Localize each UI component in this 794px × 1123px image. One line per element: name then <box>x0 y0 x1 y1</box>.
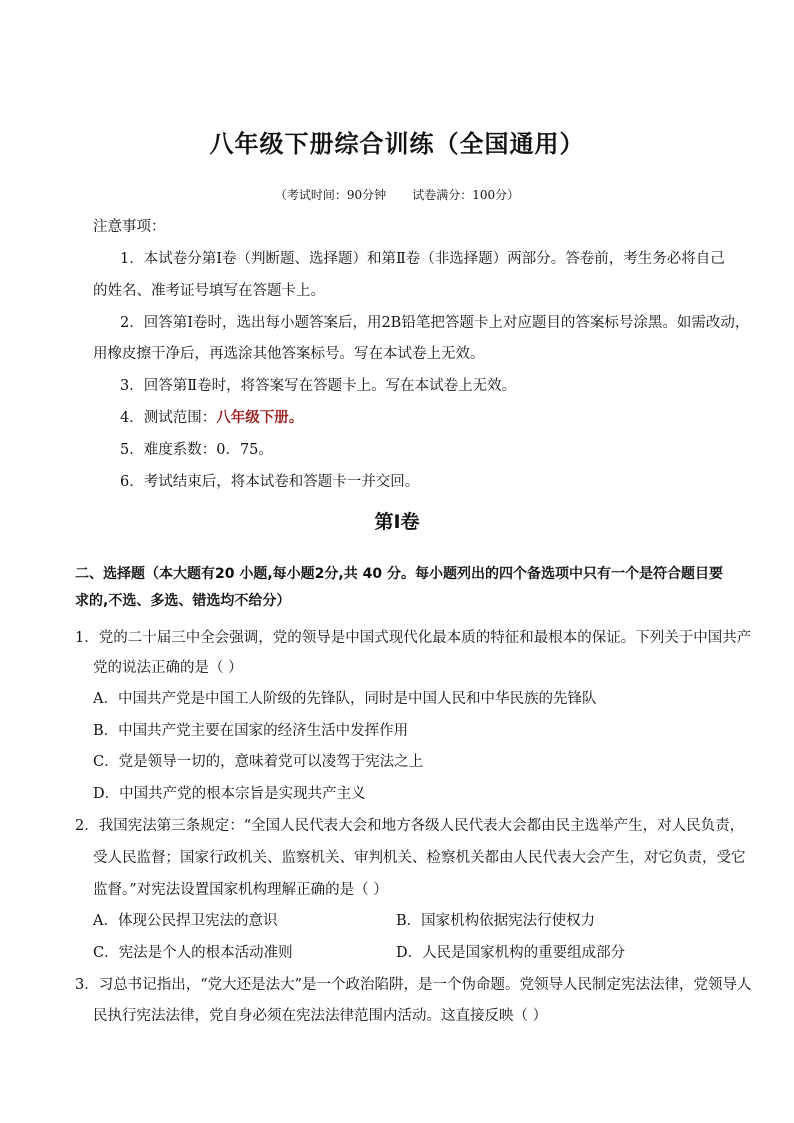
question-2-stem-cont: 受人民监督；国家行政机关、监察机关、审判机关、检察机关都由人民代表大会产生，对它负责，受它 <box>93 850 746 866</box>
question-1-option-d: D．中国共产党的根本宗旨是实现共产主义 <box>93 786 366 802</box>
notice-item-5: 5．难度系数：0．75。 <box>120 442 273 458</box>
question-2-option-d: D．人民是国家机构的重要组成部分 <box>396 945 626 961</box>
question-2-option-c: C．宪法是个人的根本活动准则 <box>93 945 293 961</box>
notice-item-3: 3．回答第Ⅱ卷时，将答案写在答题卡上。写在本试卷上无效。 <box>120 378 517 394</box>
question-2-option-a: A．体现公民捍卫宪法的意识 <box>93 913 278 929</box>
notice-heading: 注意事项： <box>93 219 166 235</box>
volume-heading: 第Ⅰ卷 <box>374 511 420 533</box>
question-1-stem-cont: 党的说法正确的是（ ） <box>93 660 243 676</box>
question-2-stem: 2．我国宪法第三条规定：“全国人民代表大会和地方各级人民代表大会都由民主选举产生，对人民负责， <box>75 818 745 834</box>
question-3-stem-cont: 民执行宪法法律，党自身必须在宪法法律范围内活动。这直接反映（ ） <box>93 1008 548 1024</box>
question-1-stem: 1．党的二十届三中全会强调，党的领导是中国式现代化最本质的特征和最根本的保证。下列关于中国共产 <box>75 630 752 646</box>
exam-time: （考试时间：90分钟 <box>274 188 387 202</box>
question-2-stem-cont-2: 监督。”对宪法设置国家机构理解正确的是（ ） <box>93 882 388 898</box>
section-heading: 二、选择题（本大题有20 小题,每小题2分,共 40 分。每小题列出的四个备选项中只有一个是符合题目要 <box>75 566 723 582</box>
question-1-option-a: A．中国共产党是中国工人阶级的先锋队，同时是中国人民和中华民族的先锋队 <box>93 691 597 707</box>
exam-score: 试卷满分：100分） <box>412 188 520 202</box>
question-2-option-b: B．国家机构依据宪法行使权力 <box>396 913 596 929</box>
notice-item-2: 2．回答第Ⅰ卷时，选出每小题答案后，用2B铅笔把答题卡上对应题目的答案标号涂黑。如需改动， <box>120 315 750 331</box>
question-3-stem: 3．习总书记指出，“党大还是法大”是一个政治陷阱，是一个伪命题。党领导人民制定宪法法律，党领导人 <box>75 977 752 993</box>
exam-subtitle <box>0 186 794 203</box>
question-1-option-b: B．中国共产党主要在国家的经济生活中发挥作用 <box>93 723 409 739</box>
notice-item-1-cont: 的姓名、准考证号填写在答题卡上。 <box>93 283 325 299</box>
notice-item-4 <box>120 408 303 428</box>
notice-item-6: 6．考试结束后，将本试卷和答题卡一并交回。 <box>120 474 420 490</box>
notice-item-2-cont: 用橡皮擦干净后，再选涂其他答案标号。写在本试卷上无效。 <box>93 346 485 362</box>
test-scope: 八年级下册。 <box>216 409 304 426</box>
question-1-option-c: C．党是领导一切的，意味着党可以凌驾于宪法之上 <box>93 754 424 770</box>
notice-item-4-prefix: 4．测试范围： <box>120 410 217 426</box>
section-heading-cont: 求的,不选、多选、错选均不给分） <box>75 593 291 609</box>
exam-title: 八年级下册综合训练（全国通用） <box>209 130 585 158</box>
notice-item-1: 1．本试卷分第Ⅰ卷（判断题、选择题）和第Ⅱ卷（非选择题）两部分。答卷前，考生务必将自己 <box>120 251 725 267</box>
